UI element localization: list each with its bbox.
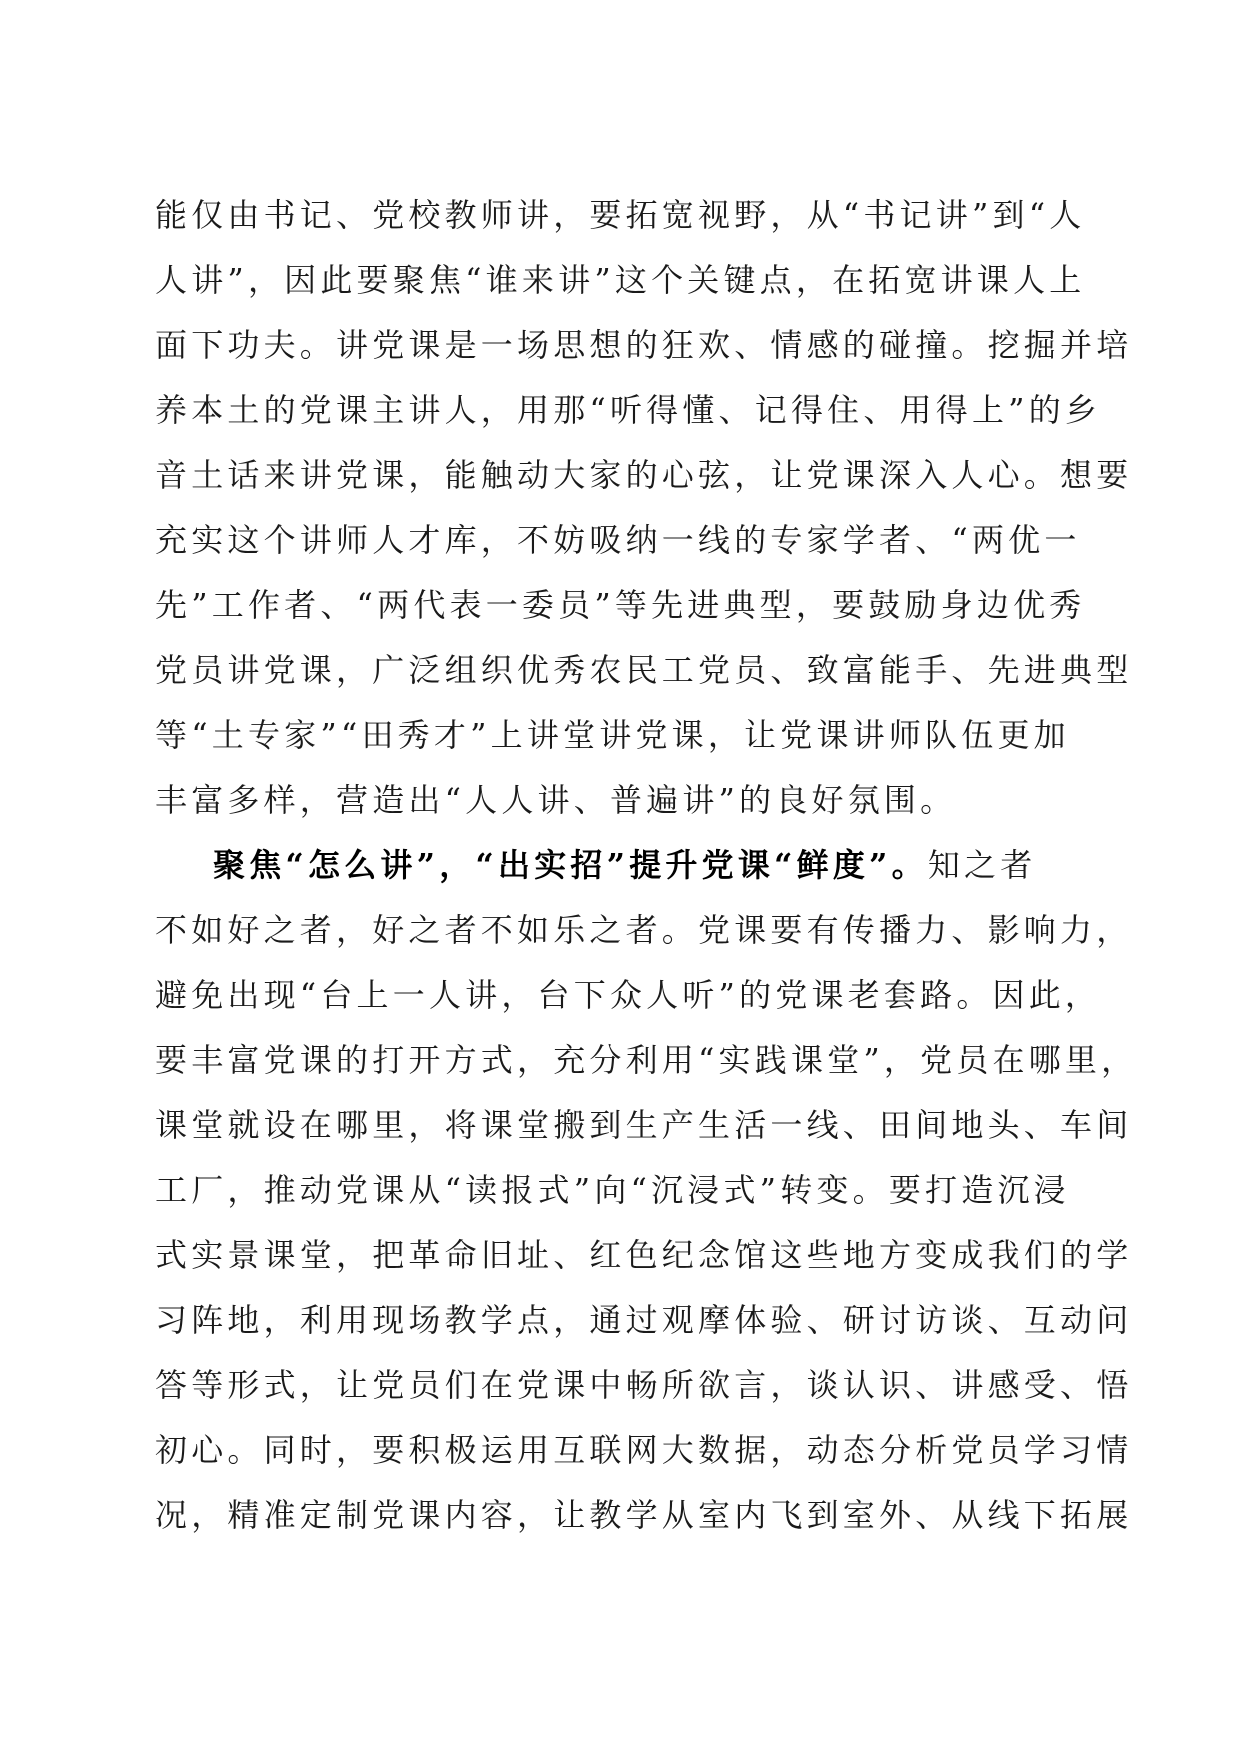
text-line: 面下功夫。讲党课是一场思想的狂欢、情感的碰撞。挖掘并培: [155, 326, 1133, 364]
text-line: 要丰富党课的打开方式，充分利用“实践课堂”，党员在哪里，: [155, 1041, 1138, 1079]
text-line: 课堂就设在哪里，将课堂搬到生产生活一线、田间地头、车间: [155, 1106, 1133, 1144]
paragraph-heading-continuation: 知之者: [927, 846, 1037, 884]
text-line: 丰富多样，营造出“人人讲、普遍讲”的良好氛围。: [155, 781, 957, 819]
text-line: 人讲”，因此要聚焦“谁来讲”这个关键点，在拓宽讲课人上: [155, 261, 1086, 299]
text-line: 初心。同时，要积极运用互联网大数据，动态分析党员学习情: [155, 1431, 1133, 1469]
text-line: 不如好之者，好之者不如乐之者。党课要有传播力、影响力，: [155, 911, 1133, 949]
text-line: 习阵地，利用现场教学点，通过观摩体验、研讨访谈、互动问: [155, 1301, 1133, 1339]
text-line: 等“土专家”“田秀才”上讲堂讲党课，让党课讲师队伍更加: [155, 716, 1070, 754]
document-body: [155, 183, 1138, 1548]
text-line: 况，精准定制党课内容，让教学从室内飞到室外、从线下拓展: [155, 1496, 1133, 1534]
paragraph-who-lectures: [155, 183, 1133, 833]
paragraph-how-to-lecture: [155, 833, 1138, 1548]
text-line: 党员讲党课，广泛组织优秀农民工党员、致富能手、先进典型: [155, 651, 1133, 689]
text-line: 工厂，推动党课从“读报式”向“沉浸式”转变。要打造沉浸: [155, 1171, 1070, 1209]
text-line: 式实景课堂，把革命旧址、红色纪念馆这些地方变成我们的学: [155, 1236, 1133, 1274]
text-line: 避免出现“台上一人讲，台下众人听”的党课老套路。因此，: [155, 976, 1102, 1014]
text-line: 能仅由书记、党校教师讲，要拓宽视野，从“书记讲”到“人: [155, 196, 1086, 234]
text-line: 先”工作者、“两代表一委员”等先进典型，要鼓励身边优秀: [155, 586, 1086, 624]
text-line: 答等形式，让党员们在党课中畅所欲言，谈认识、讲感受、悟: [155, 1366, 1133, 1404]
text-line: 音土话来讲党课，能触动大家的心弦，让党课深入人心。想要: [155, 456, 1133, 494]
paragraph-heading: 聚焦“怎么讲”，“出实招”提升党课“鲜度”。: [213, 846, 928, 884]
text-line: 养本土的党课主讲人，用那“听得懂、记得住、用得上”的乡: [155, 391, 1102, 429]
paragraph-first-line: [155, 833, 1085, 898]
text-line: 充实这个讲师人才库，不妨吸纳一线的专家学者、“两优一: [155, 521, 1081, 559]
